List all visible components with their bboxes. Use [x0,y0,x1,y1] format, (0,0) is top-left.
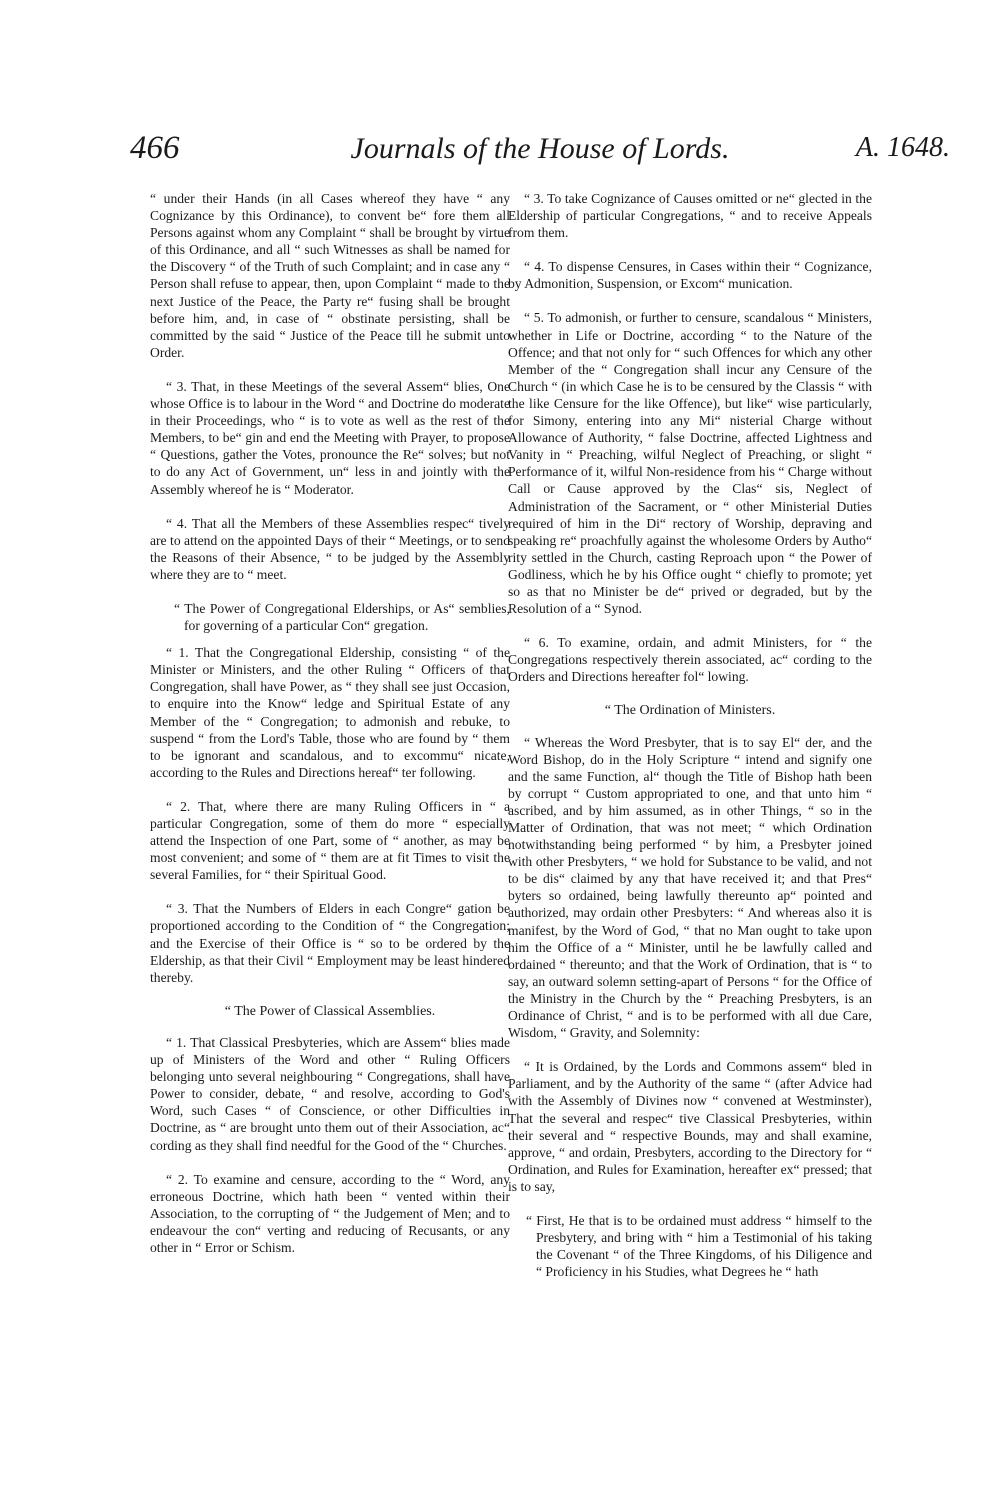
paragraph: “ 6. To examine, ordain, and admit Ministers, for “ the Congregations respectively therein associated, ac“ cording to the Orders and Directions hereafter fol“ lowing. [508,635,872,685]
paragraph: “ 4. To dispense Censures, in Cases within their “ Cognizance, by Admonition, Suspension, or Excom“ munication. [508,259,872,292]
paragraph: “ 3. To take Cognizance of Causes omitted or ne“ glected in the Eldership of particular Congregations, “ and to receive Appeals from them. [508,191,872,241]
year-reference: A. 1648. [855,132,950,163]
paragraph: “ 3. That the Numbers of Elders in each Congre“ gation be proportioned according to the Condition of “ the Congregation; and the Exercise of their Office is “ so to be ordered by the Eldership, as that their Civil “ Employment may be least hindered thereby. [150,901,510,985]
page-header [130,130,950,180]
left-column [150,190,510,1273]
paragraph: “ 3. That, in these Meetings of the several Assem“ blies, One whose Office is to labour in the Word “ and Doctrine do moderate in their Proceedings, who “ is to vote as well as the rest of the Members, to be“ gin and end the Meeting with Prayer, to propose “ Questions, gather the Votes, pronounce the Re“ solves; but not to do any Act of Government, un“ less in and jointly with the Assembly whereof he is “ Moderator. [150,378,510,497]
paragraph: “ 2. That, where there are many Ruling Officers in “ a particular Congregation, some of them do more “ especially attend the Inspection of one Part, some of “ another, as may be most convenient; and some of “ them are at fit Times to visit the several Families, for “ their Spiritual Good. [150,798,510,883]
page-number: 466 [130,130,180,166]
section-heading: “ The Power of Classical Assemblies. [224,1003,436,1019]
paragraph: “ 1. That Classical Presbyteries, which are Assem“ blies made up of Ministers of the Word and other “ Ruling Officers belonging unto several neighbouring “ Congregations, shall have Power to consider, debate, “ and resolve, according to God's Word, such Cases “ of Conscience, or other Difficulties in Doctrine, as “ are brought unto them out of their Association, ac“ cording as they shall find needful for the Good of the “ Churches. [150,1034,510,1153]
paragraph: “ 5. To admonish, or further to censure, scandalous “ Ministers, whether in Life or Doctrine, according “ to the Nature of the Offence; and that not only for “ such Offences for which any other Member of the “ Congregation shall incur any Censure of the Church “ (in which Case he is to be censured by the Classis “ with the like Censure for the like Offence), but like“ wise particularly, for Simony, entering into any Mi“ nisterial Charge without Allowance of Authority, “ false Doctrine, affected Lightness and Vanity in “ Preaching, wilful Neglect of Preaching, or slight “ Performance of it, wilful Non-residence from his “ Charge without Call or Cause approved by the Clas“ sis, Neglect of Administration of the Sacrament, or “ other Ministerial Duties required of him in the Di“ rectory of Worship, depraving and speaking re“ proachfully against the wholesome Orders by Autho“ rity settled in the Church, casting Reproach upon “ the Power of Godliness, which he by his Office ought “ chiefly to promote; yet so as that no Minister be de“ prived or degraded, but by the Resolution of a “ Synod. [508,310,872,617]
paragraph: “ 1. That the Congregational Eldership, consisting “ of the Minister or Ministers, and the other Ruling “ Officers of that Congregation, shall have Power, as “ they shall see just Occasion, to enquire into the Know“ ledge and Spiritual Estate of any Member of the “ Congregation; to admonish and rebuke, to suspend “ from the Lord's Table, those who are found by “ them to be ignorant and scandalous, and to excommu“ nicate, according to the Rules and Directions hereaf“ ter following. [150,645,510,780]
paragraph: “ It is Ordained, by the Lords and Commons assem“ bled in Parliament, and by the Authority of the same “ (after Advice had with the Assembly of Divines now “ convened at Westminster), That the several and respec“ tive Classical Presbyteries, within their several and “ respective Bounds, may and shall examine, approve, “ and ordain, Presbyters, according to the Directory for “ Ordination, and Rules for Examination, hereafter ex“ pressed; that is to say, [508,1059,872,1194]
paragraph: “ 4. That all the Members of these Assemblies respec“ tively are to attend on the appointed Days of their “ Meetings, or to send the Reasons of their Absence, “ to be judged by the Assembly where they are to “ meet. [150,515,510,582]
section-heading: “ The Power of Congregational Elderships, or As“ semblies, for governing of a particular Con“ gregation. [174,600,510,634]
paragraph: “ Whereas the Word Presbyter, that is to say El“ der, and the Word Bishop, do in the Holy Scripture “ intend and signify one and the same Function, al“ though the Title of Bishop hath been by corrupt “ Custom appropriated to one, and that unto him “ ascribed, and by him assumed, as in other Things, “ so in the Matter of Ordination, that was not meet; “ which Ordination notwithstanding being performed “ by him, a Presbyter joined with other Presbyters, “ we hold for Substance to be valid, and not to be dis“ claimed by any that have received it; and that Pres“ byters so ordained, being lawfully thereunto ap“ pointed and authorized, may ordain other Presbyters: “ And whereas also it is manifest, by the Word of God, “ that no Man ought to take upon him the Office of a “ Minister, until he be lawfully called and ordained “ thereunto; and that the Work of Ordination, that is “ to say, an outward solemn setting-apart of Persons “ for the Office of the Ministry in the Church by the “ Preaching Presbyters, is an Ordinance of Christ, “ and is to be performed with all due Care, Wisdom, “ Gravity, and Solemnity: [508,734,872,1041]
paragraph: “ under their Hands (in all Cases whereof they have “ any Cognizance by this Ordinance), to convent be“ fore them all Persons against whom any Complaint “ shall be brought by virtue of this Ordinance, and all “ such Witnesses as shall be named for the Discovery “ of the Truth of such Complaint; and in case any “ Person shall refuse to appear, then, upon Complaint “ made to the next Justice of the Peace, the Party re“ fusing shall be brought before him, and, in case of “ obstinate persisting, shall be committed by the said “ Justice of the Peace till he submit unto Order. [150,191,510,360]
running-head: Journals of the House of Lords. [350,132,730,165]
section-heading: “ The Ordination of Ministers. [604,703,776,719]
right-column [508,190,872,1297]
paragraph: “ 2. To examine and censure, according to the “ Word, any erroneous Doctrine, which hath been “ vented within their Association, to the corrupting of “ the Judgement of Men; and to endeavour the con“ verting and reducing of Recusants, or any other in “ Error or Schism. [150,1171,510,1255]
paragraph: “ First, He that is to be ordained must address “ himself to the Presbytery, and bring with “ him a Testimonial of his taking the Covenant “ of the Three Kingdoms, of his Diligence and “ Proficiency in his Studies, what Degrees he “ hath [526,1212,872,1280]
